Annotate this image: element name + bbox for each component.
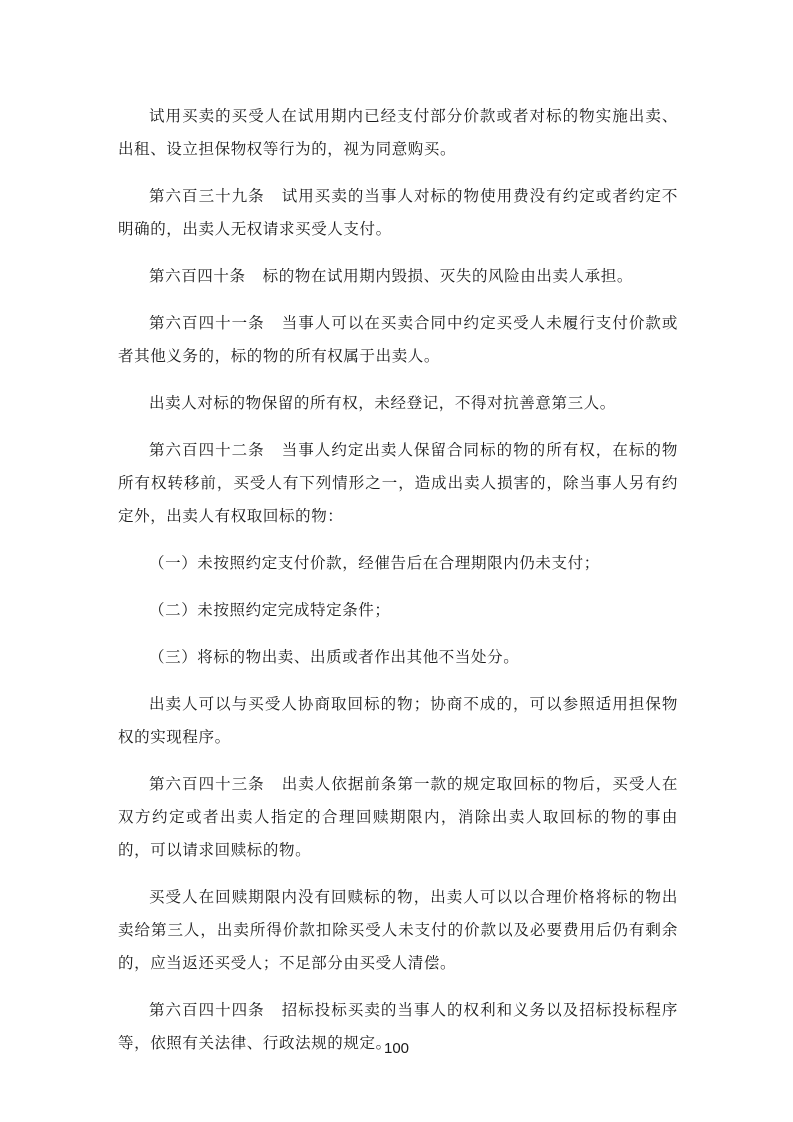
- paragraph: [118, 688, 678, 754]
- paragraph-text: 试用买卖的买受人在试用期内已经支付部分价款或者对标的物实施出卖、出租、设立担保物权等行为的，视为同意购买。: [118, 107, 678, 158]
- paragraph-text: 当事人约定出卖人保留合同标的物的所有权，在标的物所有权转移前，买受人有下列情形之一，造成出卖人损害的，除当事人另有约定外，出卖人有权取回标的物：: [118, 441, 678, 525]
- paragraph: [118, 260, 678, 293]
- paragraph-text: 出卖人可以与买受人协商取回标的物；协商不成的，可以参照适用担保物权的实现程序。: [118, 695, 678, 746]
- paragraph-text: 标的物在试用期内毁损、灭失的风险由出卖人承担。: [262, 267, 633, 285]
- paragraph: [118, 180, 678, 246]
- article-number: 第六百四十三条: [149, 775, 265, 793]
- paragraph: [118, 100, 678, 166]
- paragraph-text: （二）未按照约定完成特定条件；: [149, 601, 391, 619]
- article-number: 第六百四十一条: [149, 314, 265, 332]
- paragraph-text: （三）将标的物出卖、出质或者作出其他不当处分。: [149, 648, 520, 666]
- paragraph-text: 当事人可以在买卖合同中约定买受人未履行支付价款或者其他义务的，标的物的所有权属于出卖人。: [118, 314, 678, 365]
- article-number: 第六百四十四条: [149, 1001, 265, 1019]
- paragraph-text: 出卖人依据前条第一款的规定取回标的物后，买受人在双方约定或者出卖人指定的合理回赎期限内，消除出卖人取回标的物的事由的，可以请求回赎标的物。: [118, 775, 678, 859]
- article-number: 第六百四十二条: [149, 441, 265, 459]
- paragraph-text: 试用买卖的当事人对标的物使用费没有约定或者约定不明确的，出卖人无权请求买受人支付。: [118, 187, 678, 238]
- paragraph-text: 出卖人对标的物保留的所有权，未经登记，不得对抗善意第三人。: [149, 394, 616, 412]
- page-number: 100: [383, 1040, 410, 1057]
- paragraph-text: 招标投标买卖的当事人的权利和义务以及招标投标程序等，依照有关法律、行政法规的规定。: [118, 1001, 678, 1052]
- article-number: 第六百三十九条: [149, 187, 265, 205]
- paragraph: [118, 307, 678, 373]
- paragraph: [118, 594, 678, 627]
- paragraph: [118, 881, 678, 980]
- paragraph-text: （一）未按照约定支付价款，经催告后在合理期限内仍未支付；: [149, 554, 600, 572]
- paragraph-text: 买受人在回赎期限内没有回赎标的物，出卖人可以以合理价格将标的物出卖给第三人，出卖所得价款扣除买受人未支付的价款以及必要费用后仍有剩余的，应当返还买受人；不足部分由买受人清偿。: [118, 888, 678, 972]
- paragraph: [118, 768, 678, 867]
- paragraph: [118, 434, 678, 533]
- paragraph: [118, 387, 678, 420]
- paragraph: [118, 641, 678, 674]
- paragraph: [118, 547, 678, 580]
- page-body: [118, 100, 678, 1074]
- article-number: 第六百四十条: [149, 267, 246, 285]
